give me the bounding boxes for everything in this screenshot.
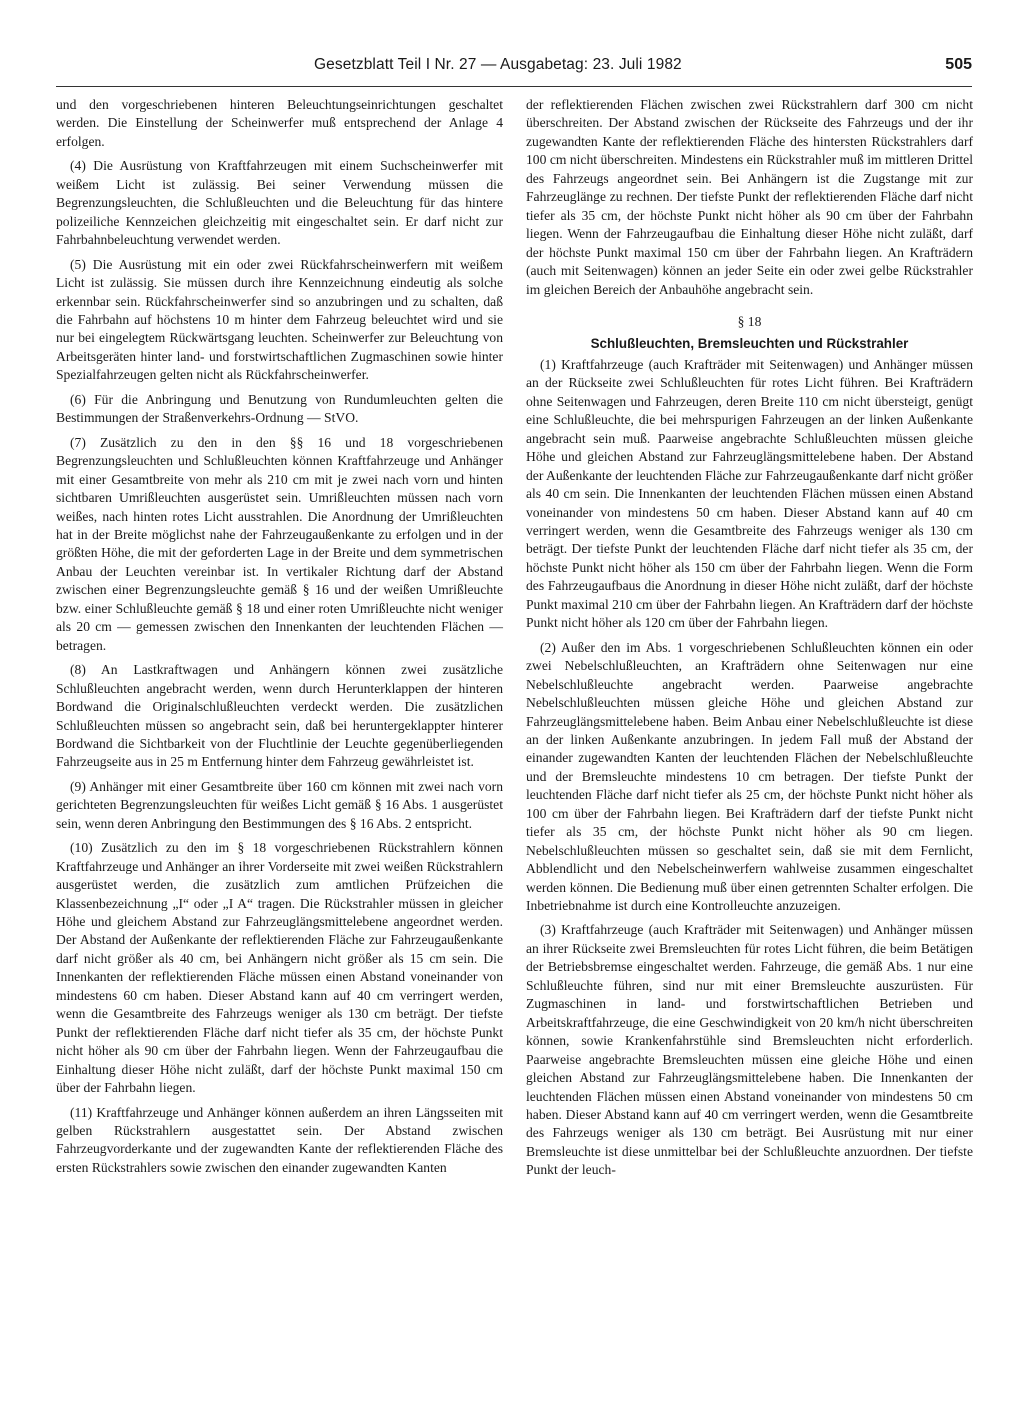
paragraph: (6) Für die Anbringung und Benutzung von Rundumleuchten gelten die Bestimmungen der Straßenverkehrs-Ordnung — StVO. (56, 391, 503, 426)
left-column (56, 96, 503, 1183)
paragraph: (1) Kraftfahrzeuge (auch Krafträder mit Seitenwagen) und Anhänger müssen an der Rückseite zwei Schlußleuchten für rotes Licht führen. Bei Krafträdern ohne Seitenwagen und Fahrzeugen, deren Breite 110 cm nicht übersteigt, genügt eine Schlußleuchte, die bei mehrspurigen Fahrzeugen an der linken Außenkante angebracht sein muß. Paarweise angebrachte Schlußleuchten müssen gleiche Höhe und gleichen Abstand zur Fahrzeuglängsmittelebene haben. Der Abstand der Außenkante der leuchtenden Fläche zur Fahrzeugaußenkante darf nicht größer als 40 cm sein. Die Innenkanten der leuchtenden Flächen müssen einen Abstand voneinander von mindestens 50 cm haben. Dieser Abstand kann auf 40 cm verringert werden, wenn die Gesamtbreite des Fahrzeugs weniger als 130 cm beträgt. Der tiefste Punkt der leuchtenden Fläche darf nicht tiefer als 35 cm, der höchste Punkt nicht höher als 150 cm über der Fahrbahn liegen. Wenn die Form des Fahrzeugaufbaus die Anordnung in dieser Höhe nicht zuläßt, darf der höchste Punkt maximal 210 cm über der Fahrbahn liegen. An Krafträdern darf der höchste Punkt nicht höher als 120 cm über der Fahrbahn liegen. (526, 356, 973, 631)
paragraph: (5) Die Ausrüstung mit ein oder zwei Rückfahrscheinwerfern mit weißem Licht ist zulässig. Sie müssen durch ihre Kennzeichnung eindeutig als solche erkennbar sein. Rückfahrscheinwerfer sind so anzubringen und zu schalten, daß die Fahrbahn auf höchstens 10 m hinter dem Fahrzeug beleuchtet wird und sie nur bei eingelegtem Rückwärtsgang leuchten. Scheinwerfer zur Beleuchtung von Arbeitsgeräten hinter land- und forstwirtschaftlichen Zugmaschinen sowie hinter Spezialfahrzeugen gelten nicht als Rückfahrscheinwerfer. (56, 256, 503, 383)
paragraph: der reflektierenden Flächen zwischen zwei Rückstrahlern darf 300 cm nicht überschreiten. Der Abstand zwischen der Rückseite des Fahrzeugs und der ihr zugewandten Kante der reflektierenden Fläche des hintersten Rückstrahlers darf 100 cm nicht überschreiten. Mindestens ein Rückstrahler muß im mittleren Drittel des Fahrzeugs angeordnet sein. Bei Anhängern ist die Zugstange mit zur Fahrzeuglänge zu rechnen. Der tiefste Punkt der reflektierenden Fläche darf nicht tiefer als 35 cm, der höchste Punkt nicht höher als 90 cm über der Fahrbahn liegen. Wenn der Fahrzeugaufbau die Einhaltung dieser Höhe nicht zuläßt, darf der höchste Punkt maximal 150 cm über der Fahrbahn liegen. An Krafträdern (auch mit Seitenwagen) können an jeder Seite ein oder zwei gelbe Rückstrahler im gleichen Bereich der Anbauhöhe angebracht sein. (526, 97, 973, 297)
paragraph: (10) Zusätzlich zu den im § 18 vorgeschriebenen Rückstrahlern können Kraftfahrzeuge und Anhänger an ihrer Vorderseite mit zwei weißen Rückstrahlern ausgerüstet werden, die zusätzlich zum amtlichen Prüfzeichen die Klassenbezeichnung „I“ oder „I A“ tragen. Die Rückstrahler müssen in gleicher Höhe und gleichem Abstand zur Fahrzeuglängsmittelebene angeordnet werden. Der Abstand der Außenkante der reflektierenden Fläche zur Fahrzeugaußenkante darf nicht größer als 40 cm, bei Anhängern nicht größer als 15 cm sein. Die Innenkanten der reflektierenden Fläche müssen einen Abstand voneinander von mindestens 60 cm haben. Dieser Abstand kann auf 40 cm verringert werden, wenn die Gesamtbreite des Fahrzeugs weniger als 130 cm beträgt. Der tiefste Punkt der reflektierenden Fläche darf nicht tiefer als 35 cm, der höchste Punkt nicht höher als 90 cm über der Fahrbahn liegen. Wenn der Fahrzeugaufbau die Einhaltung dieser Höhe nicht zuläßt, darf der höchste Punkt maximal 150 cm über der Fahrbahn liegen. (56, 840, 503, 1096)
paragraph: (8) An Lastkraftwagen und Anhängern können zwei zusätzliche Schlußleuchten angebracht werden, wenn durch Herunterklappen der hinteren Bordwand die Originalschlußleuchten verdeckt werden. Die zusätzlichen Schlußleuchten müssen so angebracht sein, daß bei heruntergeklappter hinterer Bordwand die Sichtbarkeit von der Fluchtlinie der Leuchte gegenüberliegenden Fahrzeugseite aus in 25 m Entfernung hinter dem Fahrzeug gewährleistet ist. (56, 662, 503, 770)
header-title: Gesetzblatt Teil I Nr. 27 — Ausgabetag: 23. Juli 1982 (314, 56, 682, 73)
paragraph: (3) Kraftfahrzeuge (auch Krafträder mit Seitenwagen) und Anhänger müssen an ihrer Rückseite zwei Bremsleuchten für rotes Licht führen, die beim Betätigen der Betriebsbremse eingeschaltet werden. Fahrzeuge, die gemäß Abs. 1 nur eine Schlußleuchte führen, sind nur mit einer Bremsleuchte auszurüsten. Für Zugmaschinen in land- und forstwirtschaftlichen Betrieben und Arbeitskraftfahrzeuge, die eine Geschwindigkeit von 20 km/h nicht überschreiten können, sowie Krankenfahrstühle sind Bremsleuchten nicht erforderlich. Paarweise angebrachte Bremsleuchten müssen eine gleiche Höhe und einen gleichen Abstand zur Fahrzeuglängsmittelebene haben. Die Innenkanten der leuchtenden Flächen müssen einen Abstand voneinander von mindestens 50 cm haben. Dieser Abstand kann auf 40 cm verringert werden, wenn die Gesamtbreite des Fahrzeugs weniger als 130 cm beträgt. Bei Ausrüstung mit nur einer Bremsleuchte ist diese unmittelbar bei der Schlußleuchte anzuordnen. Der tiefste Punkt der leuch- (526, 922, 973, 1178)
page-number: 505 (945, 56, 972, 73)
paragraph: (11) Kraftfahrzeuge und Anhänger können außerdem an ihren Längsseiten mit gelben Rückstrahlern ausgestattet sein. Der Abstand zwischen Fahrzeugvorderkante und der zugewandten Kante der reflektierenden Fläche des ersten Rückstrahlers sowie zwischen den einander zugewandten Kanten (56, 1104, 503, 1175)
section-number: § 18 (737, 313, 762, 329)
section-title: Schlußleuchten, Bremsleuchten und Rückstrahler (590, 336, 909, 352)
paragraph: (9) Anhänger mit einer Gesamtbreite über 160 cm können mit zwei nach vorn gerichteten Begrenzungsleuchten für weißes Licht gemäß § 16 Abs. 1 ausgerüstet sein, wenn deren Anbringung den Bestimmungen des § 16 Abs. 2 entspricht. (56, 778, 503, 831)
paragraph: und den vorgeschriebenen hinteren Beleuchtungseinrichtungen geschaltet werden. Die Einstellung der Scheinwerfer muß entsprechend der Anlage 4 erfolgen. (56, 97, 503, 149)
paragraph: (2) Außer den im Abs. 1 vorgeschriebenen Schlußleuchten können ein oder zwei Nebelschlußleuchten, an Krafträdern ohne Seitenwagen nur eine Nebelschlußleuchte angebracht werden. Paarweise angebrachte Nebelschlußleuchten müssen gleiche Höhe und gleichen Abstand zur Fahrzeuglängsmittelebene haben. Beim Anbau einer Nebelschlußleuchte ist diese an der linken Außenkante anzubringen. In jedem Fall muß der Abstand der einander zugewandten Kanten der leuchtenden Flächen der Nebelschlußleuchte und der Bremsleuchte mindestens 10 cm betragen. Der tiefste Punkt der leuchtenden Fläche darf nicht tiefer als 25 cm, der höchste Punkt nicht höher als 100 cm über der Fahrbahn liegen. Bei Krafträdern darf der tiefste Punkt nicht tiefer als 35 cm, der höchste Punkt nicht höher als 90 cm liegen. Nebelschlußleuchten müssen so geschaltet sein, daß sie mit dem Fernlicht, Abblendlicht und den Nebelscheinwerfern wahlweise zusammen eingeschaltet werden können. Die Bedienung muß über einen getrennten Schalter erfolgen. Die Inbetriebnahme ist durch eine Kontrolleuchte anzuzeigen. (526, 639, 973, 914)
paragraph: (4) Die Ausrüstung von Kraftfahrzeugen mit einem Suchscheinwerfer mit weißem Licht ist zulässig. Bei seiner Verwendung müssen die Begrenzungsleuchten, die Schlußleuchten und die Beleuchtung für das hintere polizeiliche Kennzeichen gleichzeitig mit eingeschaltet sein. Er darf nicht zur Fahrbahnbeleuchtung verwendet werden. (56, 158, 503, 248)
paragraph: (7) Zusätzlich zu den in den §§ 16 und 18 vorgeschriebenen Begrenzungsleuchten und Schlußleuchten können Kraftfahrzeuge und Anhänger mit einer Gesamtbreite von mehr als 210 cm mit je zwei nach vorn und hinten sichtbaren Umrißleuchten ausgerüstet sein. Umrißleuchten müssen nach vorn weißes, nach hinten rotes Licht ausstrahlen. Die Anordnung der Umrißleuchten hat in der Breite möglichst nahe der Fahrzeugaußenkante zu erfolgen und in der größten Höhe, die mit der geforderten Lage in der Breite und dem symmetrischen Anbau der Leuchten vereinbar ist. In vertikaler Richtung darf der Abstand zwischen einer Begrenzungsleuchte gemäß § 16 und der weißen Umrißleuchte bzw. einer Schlußleuchte gemäß § 18 und einer roten Umrißleuchte nicht weniger als 20 cm — gemessen zwischen den Innenkanten der leuchtenden Flächen — betragen. (56, 434, 503, 653)
page-header (56, 52, 972, 87)
document-page (56, 52, 973, 1178)
right-column (526, 96, 973, 1186)
